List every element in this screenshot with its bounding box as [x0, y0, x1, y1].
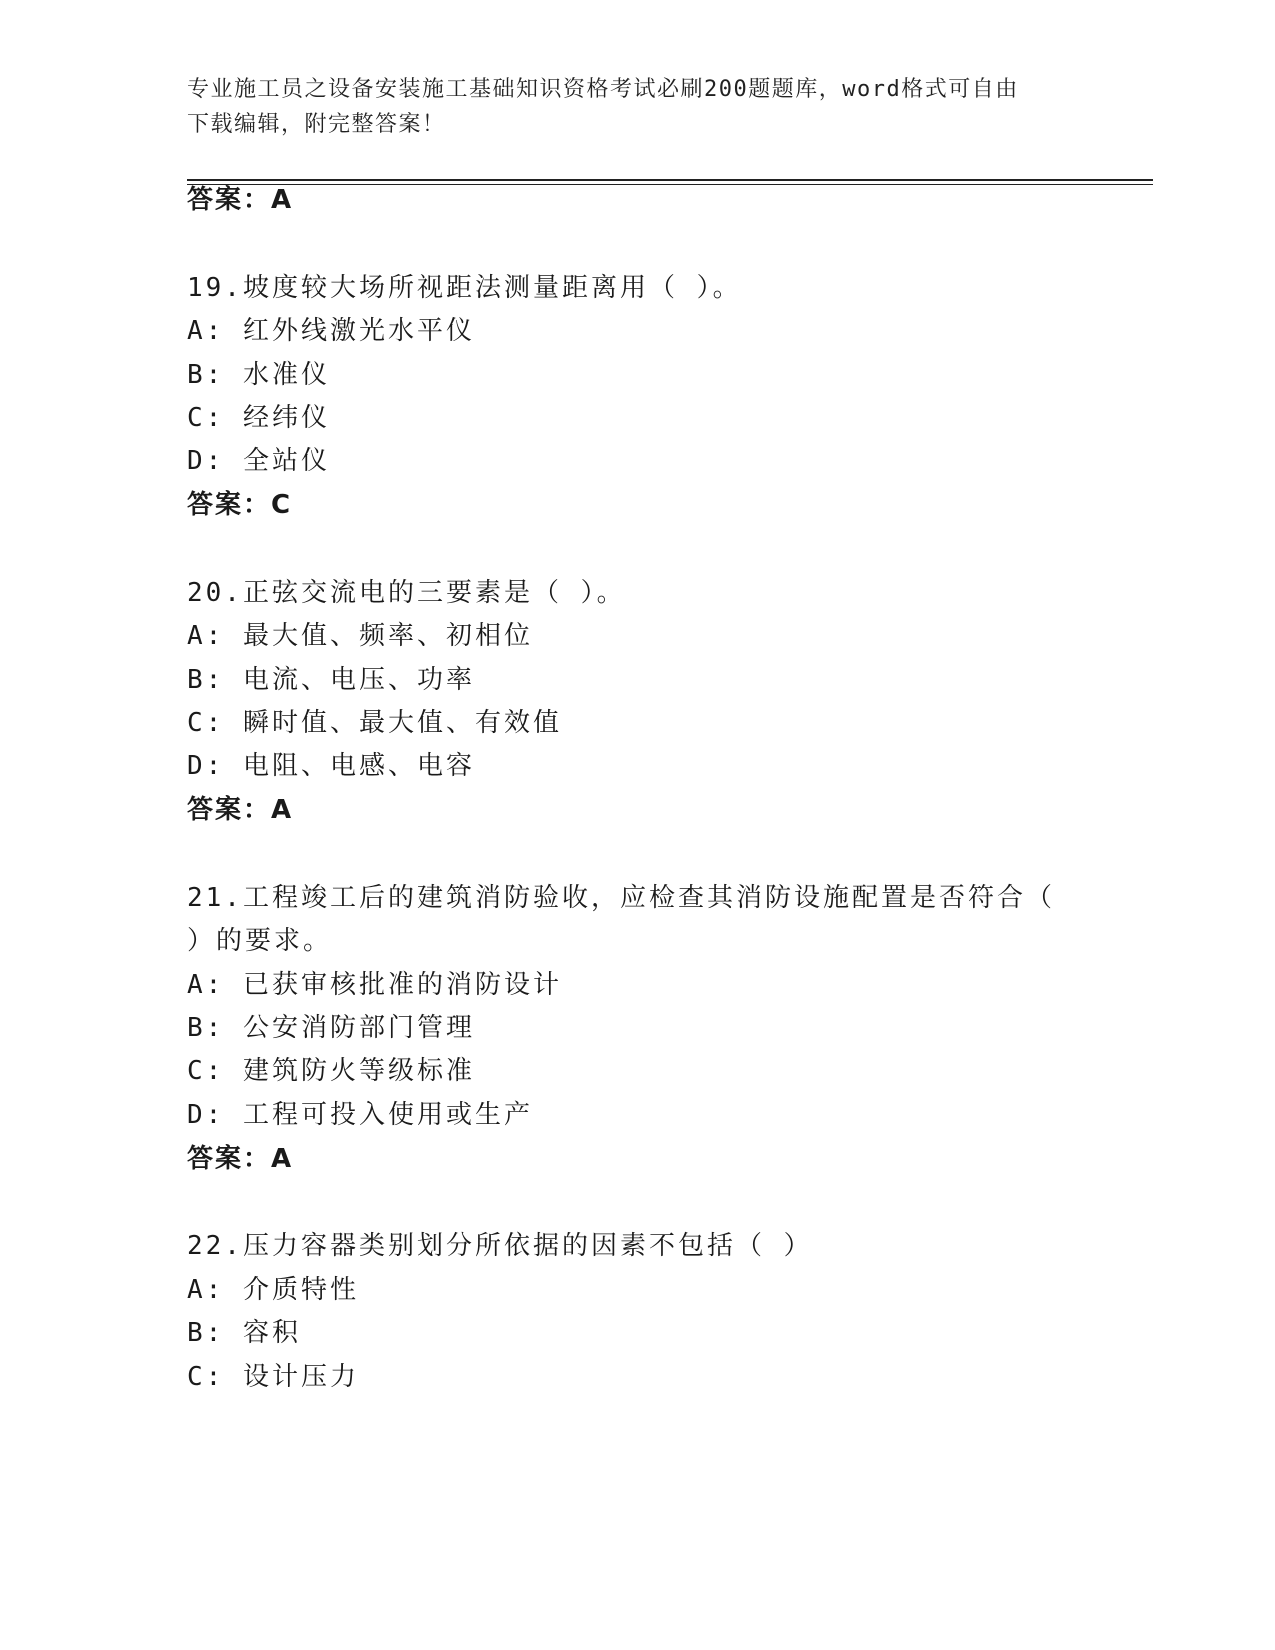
option-item: B: 水准仪: [187, 360, 330, 390]
answer-line: 答案：A: [187, 795, 294, 825]
question-text: 20.正弦交流电的三要素是（ ）。: [187, 578, 626, 608]
option-item: D: 工程可投入使用或生产: [187, 1100, 533, 1130]
option-item: B: 公安消防部门管理: [187, 1013, 475, 1043]
header-line-1: 专业施工员之设备安装施工基础知识资格考试必刷200题题库，word格式可自由: [187, 77, 1019, 102]
option-item: A: 红外线激光水平仪: [187, 316, 475, 346]
option-item: A: 介质特性: [187, 1275, 359, 1305]
header-rule-thick: [187, 179, 1153, 181]
option-item: C: 瞬时值、最大值、有效值: [187, 708, 562, 738]
option-item: A: 最大值、频率、初相位: [187, 621, 533, 651]
answer-line: 答案：A: [187, 185, 294, 215]
option-item: D: 电阻、电感、电容: [187, 751, 475, 781]
option-item: C: 设计压力: [187, 1362, 359, 1392]
header-rule-thin: [187, 184, 1153, 185]
option-item: D: 全站仪: [187, 446, 330, 476]
option-item: C: 经纬仪: [187, 403, 330, 433]
header-line-2: 下载编辑，附完整答案！: [187, 112, 446, 137]
option-item: C: 建筑防火等级标准: [187, 1056, 475, 1086]
option-item: B: 电流、电压、功率: [187, 665, 475, 695]
question-text: 22.压力容器类别划分所依据的因素不包括（ ）: [187, 1231, 813, 1261]
question-text: 19.坡度较大场所视距法测量距离用（ ）。: [187, 273, 742, 303]
answer-line: 答案：C: [187, 490, 293, 520]
answer-line: 答案：A: [187, 1144, 294, 1174]
question-text-continued: ）的要求。: [187, 926, 333, 956]
document-header: [187, 72, 1087, 142]
option-item: B: 容积: [187, 1318, 301, 1348]
option-item: A: 已获审核批准的消防设计: [187, 970, 562, 1000]
question-text: 21.工程竣工后的建筑消防验收，应检查其消防设施配置是否符合（: [187, 883, 1055, 913]
